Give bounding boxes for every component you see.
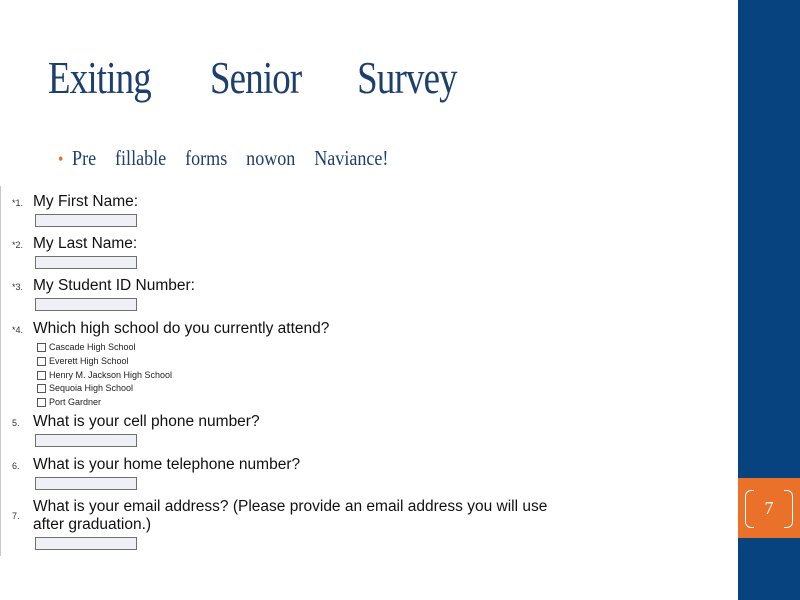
question-number: 5.	[12, 418, 20, 428]
last-name-field[interactable]	[35, 256, 137, 269]
question-text: What is your home telephone number?	[33, 456, 301, 473]
title-word-survey: Survey	[357, 53, 457, 103]
question-text: What is your email address? (Please provide an email address you will use	[33, 498, 548, 515]
title-word-senior: Senior	[209, 53, 302, 103]
option-label: Everett High School	[49, 356, 129, 366]
question-text: My Last Name:	[33, 235, 138, 252]
bullet-word: Pre	[72, 146, 97, 170]
checkbox[interactable]	[37, 371, 46, 380]
page-number: 7	[764, 498, 774, 518]
option-label: Port Gardner	[49, 397, 102, 407]
school-option-cascade[interactable]	[37, 341, 136, 353]
option-label: Cascade High School	[49, 342, 136, 352]
bullet-word: nowon	[246, 146, 296, 170]
form-screenshot-edge	[0, 186, 1, 556]
school-option-everett[interactable]	[37, 355, 129, 367]
question-text: Which high school do you currently attend?	[33, 320, 330, 337]
school-option-jackson[interactable]	[37, 369, 172, 381]
question-number: 7.	[12, 511, 20, 521]
bullet-word: forms	[185, 146, 228, 170]
bullet-point	[58, 146, 407, 171]
question-number: *4.	[12, 325, 24, 335]
student-id-field[interactable]	[35, 298, 137, 311]
school-option-sequoia[interactable]	[37, 382, 133, 394]
slide-title	[48, 52, 457, 104]
option-label: Sequoia High School	[49, 383, 134, 393]
checkbox[interactable]	[37, 398, 46, 407]
question-number: 6.	[12, 461, 20, 471]
first-name-field[interactable]	[35, 214, 137, 227]
title-word-exiting: Exiting	[48, 53, 151, 103]
question-text-continued: after graduation.)	[33, 516, 152, 533]
question-number: *3.	[12, 282, 24, 292]
option-label: Henry M. Jackson High School	[49, 370, 173, 380]
checkbox[interactable]	[37, 357, 46, 366]
question-text: What is your cell phone number?	[33, 413, 260, 430]
bullet-word: Naviance!	[314, 146, 389, 170]
question-number: *1.	[12, 198, 24, 208]
question-text: My Student ID Number:	[33, 277, 195, 294]
school-option-port-gardner[interactable]	[37, 396, 101, 408]
bullet-dot: •	[58, 149, 64, 169]
home-phone-field[interactable]	[35, 477, 137, 490]
page-number-frame	[745, 490, 793, 528]
email-field[interactable]	[35, 537, 137, 550]
checkbox[interactable]	[37, 343, 46, 352]
question-text: My First Name:	[33, 193, 139, 210]
cell-phone-field[interactable]	[35, 434, 137, 447]
checkbox[interactable]	[37, 384, 46, 393]
bullet-word: fillable	[115, 146, 167, 170]
question-number: *2.	[12, 240, 24, 250]
